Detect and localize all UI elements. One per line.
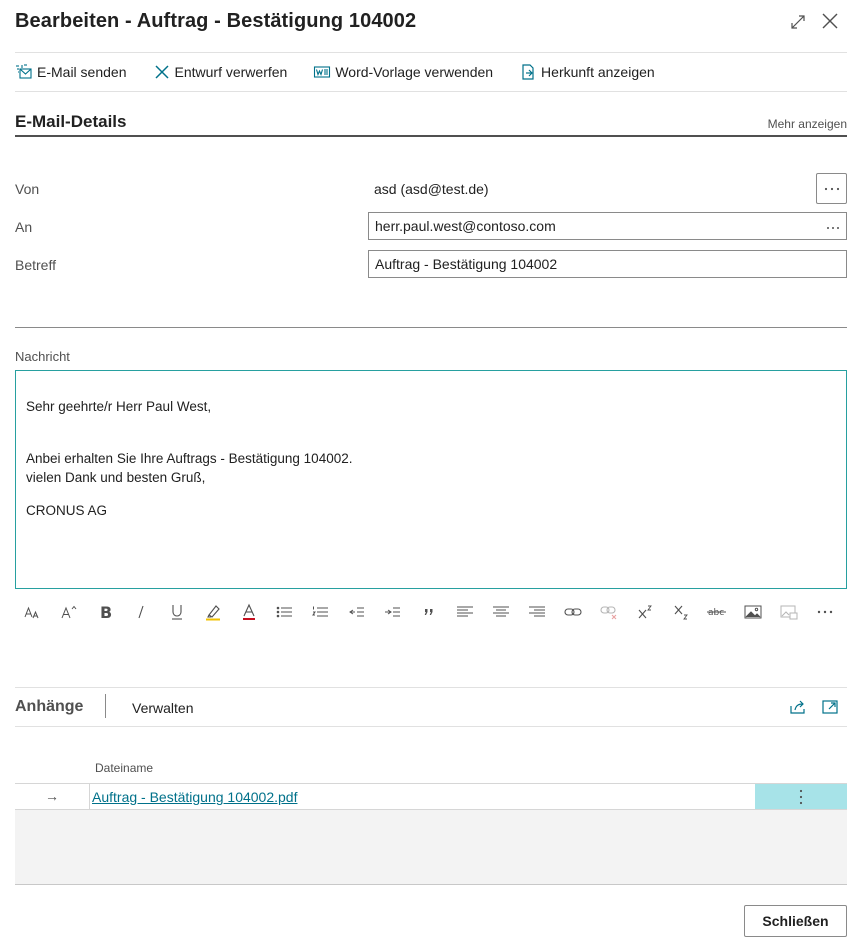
subject-field[interactable] — [368, 250, 847, 278]
to-field[interactable] — [368, 212, 847, 240]
close-button[interactable]: Schließen — [744, 905, 847, 937]
svg-text:abc: abc — [708, 608, 725, 618]
more-options-icon[interactable] — [807, 599, 843, 625]
message-editor[interactable] — [15, 370, 847, 589]
increase-indent-icon[interactable] — [375, 599, 411, 625]
align-center-icon[interactable] — [483, 599, 519, 625]
font-grow-icon[interactable] — [51, 599, 87, 625]
italic-icon[interactable] — [123, 599, 159, 625]
open-in-new-window-icon[interactable] — [818, 695, 842, 719]
close-icon[interactable] — [818, 9, 842, 33]
svg-text:B: B — [100, 604, 112, 620]
align-right-icon[interactable] — [519, 599, 555, 625]
table-row[interactable] — [15, 783, 847, 810]
formatting-toolbar — [15, 599, 847, 625]
attachments-title: Anhänge — [15, 698, 84, 715]
details-divider — [15, 327, 847, 328]
highlight-icon[interactable] — [195, 599, 231, 625]
to-lookup-icon[interactable] — [826, 218, 840, 233]
send-mail-button[interactable] — [15, 63, 127, 81]
use-word-template-button[interactable] — [313, 63, 493, 81]
message-line: Anbei erhalten Sie Ihre Auftrags - Bestätigung 104002. — [26, 451, 353, 466]
strikethrough-icon[interactable] — [699, 599, 735, 625]
attachments-header-divider — [15, 726, 847, 727]
share-icon[interactable] — [786, 695, 810, 719]
superscript-icon[interactable] — [627, 599, 663, 625]
row-cell-divider — [89, 784, 90, 809]
subject-label: Betreff — [15, 257, 56, 273]
align-left-icon[interactable] — [447, 599, 483, 625]
attachment-filename-link[interactable]: Auftrag - Bestätigung 104002.pdf — [92, 789, 298, 805]
to-value: herr.paul.west@contoso.com — [375, 218, 556, 234]
message-line: Sehr geehrte/r Herr Paul West, — [26, 399, 212, 414]
expand-icon[interactable] — [786, 10, 810, 34]
remove-link-icon[interactable] — [591, 599, 627, 625]
row-indicator-arrow-icon: → — [45, 788, 59, 804]
more-dots-icon — [824, 187, 840, 191]
vertical-dots-icon — [799, 789, 803, 805]
show-source-icon — [519, 63, 537, 81]
header-divider — [15, 52, 847, 53]
discard-icon — [153, 63, 171, 81]
from-value: asd (asd@test.de) — [374, 181, 489, 197]
row-actions-button[interactable] — [755, 784, 847, 809]
attachments-top-divider — [15, 687, 847, 688]
bullet-list-icon[interactable] — [267, 599, 303, 625]
actionbar-divider — [15, 91, 847, 92]
send-mail-icon — [15, 63, 33, 81]
show-source-label: Herkunft anzeigen — [541, 64, 655, 80]
from-label: Von — [15, 181, 40, 197]
discard-draft-button[interactable] — [153, 63, 288, 81]
to-label: An — [15, 219, 33, 235]
discard-draft-label: Entwurf verwerfen — [174, 64, 288, 80]
manage-attachments-button[interactable]: Verwalten — [132, 700, 194, 716]
subscript-icon[interactable] — [663, 599, 699, 625]
column-header-filename[interactable]: Dateiname — [95, 761, 154, 775]
numbered-list-icon[interactable] — [303, 599, 339, 625]
section-underline — [15, 135, 847, 137]
insert-link-icon[interactable] — [555, 599, 591, 625]
font-size-icon[interactable] — [15, 599, 51, 625]
insert-image-icon[interactable] — [735, 599, 771, 625]
message-line: CRONUS AG — [26, 503, 108, 518]
attachments-separator — [105, 694, 106, 718]
underline-icon[interactable] — [159, 599, 195, 625]
dialog-title: Bearbeiten - Auftrag - Bestätigung 104002 — [15, 10, 417, 32]
subject-value: Auftrag - Bestätigung 104002 — [375, 256, 558, 272]
use-word-template-label: Word-Vorlage verwenden — [335, 64, 494, 80]
show-source-button[interactable] — [519, 63, 655, 81]
image-properties-icon[interactable] — [771, 599, 807, 625]
from-lookup-button[interactable] — [816, 173, 847, 204]
message-line: vielen Dank und besten Gruß, — [26, 470, 206, 485]
word-template-icon — [313, 63, 331, 81]
quote-icon[interactable] — [411, 599, 447, 625]
send-mail-label: E-Mail senden — [37, 64, 127, 80]
section-title-email-details: E-Mail-Details — [15, 112, 127, 131]
message-label: Nachricht — [15, 349, 70, 364]
action-bar — [15, 60, 681, 84]
bold-icon[interactable] — [87, 599, 123, 625]
font-color-icon[interactable] — [231, 599, 267, 625]
decrease-indent-icon[interactable] — [339, 599, 375, 625]
attachments-empty-area — [15, 810, 847, 885]
show-more-link[interactable]: Mehr anzeigen — [767, 117, 847, 131]
